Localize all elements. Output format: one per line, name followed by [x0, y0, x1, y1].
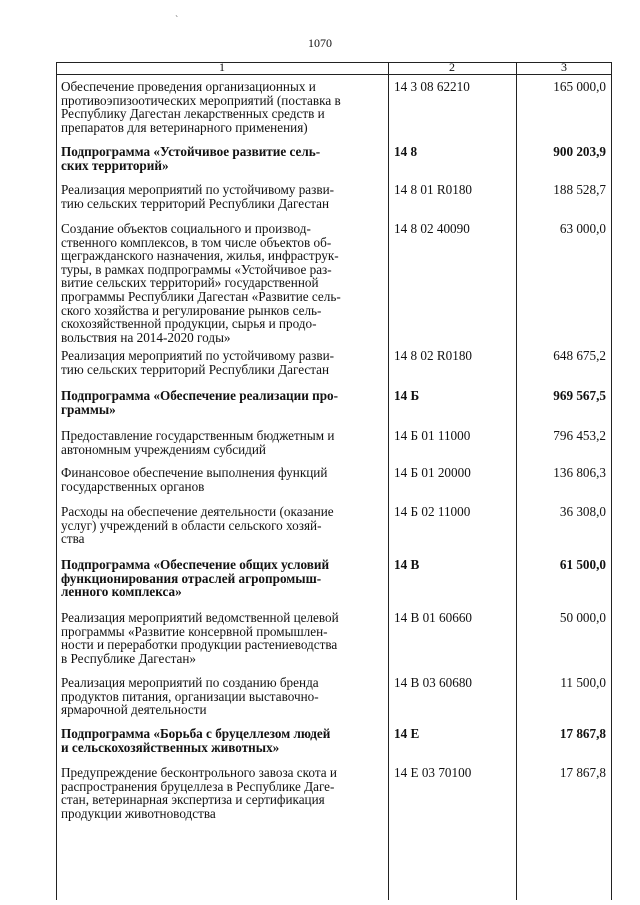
row-description: [61, 727, 387, 754]
description-line: витие сельских территорий» государственной: [61, 275, 319, 291]
row-code: 14 Б 01 20000: [394, 465, 471, 480]
table-border-left: [56, 62, 57, 900]
description-line: Реализация мероприятий по созданию бренда: [61, 675, 319, 690]
description-line: программы Республики Дагестан «Развитие сель-: [61, 288, 341, 304]
row-description: [61, 145, 387, 172]
row-code: 14 В 03 60680: [394, 675, 473, 690]
description-line: продуктов питания, организации выставочно-: [61, 688, 319, 704]
row-amount: 165 000,0: [553, 79, 606, 94]
row-code: 14 Б 01 11000: [394, 428, 471, 443]
row-amount: 136 806,3: [553, 465, 606, 480]
row-description: [61, 558, 387, 599]
row-amount: 61 500,0: [559, 557, 606, 572]
row-description: [61, 466, 387, 493]
description-line: распространения бруцеллеза в Республике Даге-: [61, 778, 335, 794]
description-line: Подпрограмма «Борьба с бруцеллезом людей: [61, 726, 331, 741]
row-code: 14 Б: [394, 388, 420, 403]
row-amount: 50 000,0: [559, 610, 606, 625]
description-line: ярмарочной деятельности: [61, 702, 207, 718]
row-amount: 188 528,7: [553, 182, 606, 197]
description-line: Финансовое обеспечение выполнения функций: [61, 465, 328, 480]
description-line: Реализация мероприятий ведомственной целевой: [61, 610, 339, 625]
description-line: ленного комплекса»: [61, 584, 182, 600]
row-description: [61, 766, 387, 820]
description-line: Расходы на обеспечение деятельности (оказание: [61, 504, 334, 519]
row-description: [61, 222, 387, 344]
description-line: Реализация мероприятий по устойчивому разви-: [61, 348, 335, 363]
table-border-right: [611, 62, 612, 900]
description-line: и сельскохозяйственных животных»: [61, 739, 280, 755]
description-line: ских территорий»: [61, 157, 169, 173]
stray-mark: `: [175, 15, 179, 26]
description-line: Предоставление государственным бюджетным и: [61, 428, 335, 443]
column-header-1: 1: [219, 60, 225, 74]
description-line: государственных органов: [61, 478, 205, 494]
row-description: [61, 389, 387, 416]
description-line: ского хозяйства и регулирование рынков сель-: [61, 302, 322, 318]
row-amount: 17 867,8: [559, 726, 606, 741]
description-line: туры, в рамках подпрограммы «Устойчивое раз-: [61, 261, 332, 277]
description-line: вольствия на 2014-2020 годы»: [61, 329, 231, 345]
row-description: [61, 429, 387, 456]
description-line: Создание объектов социального и производ-: [61, 221, 311, 236]
description-line: Подпрограмма «Обеспечение реализации про-: [61, 388, 339, 403]
description-line: программы «Развитие консервной промышлен-: [61, 623, 328, 639]
description-line: Подпрограмма «Обеспечение общих условий: [61, 557, 330, 572]
description-line: Обеспечение проведения организационных и: [61, 79, 316, 94]
description-line: Республику Дагестан лекарственных средств и: [61, 106, 325, 122]
description-line: щегражданского назначения, жилья, инфраструк-: [61, 248, 339, 264]
column-divider-1: [388, 62, 389, 900]
row-code: 14 Б 02 11000: [394, 504, 471, 519]
description-line: автономным учреждениям субсидий: [61, 441, 266, 457]
header-bottom-rule: [56, 74, 612, 75]
row-description: [61, 80, 387, 134]
row-amount: 11 500,0: [560, 675, 606, 690]
description-line: тию сельских территорий Республики Дагестан: [61, 361, 330, 377]
row-code: 14 8 02 R0180: [394, 348, 473, 363]
description-line: граммы»: [61, 401, 116, 417]
description-line: препаратов для ветеринарного применения): [61, 119, 308, 135]
row-amount: 63 000,0: [559, 221, 606, 236]
description-line: Реализация мероприятий по устойчивому разви-: [61, 182, 335, 197]
description-line: функционирования отраслей агропромыш-: [61, 570, 322, 586]
row-description: [61, 183, 387, 210]
row-amount: 900 203,9: [553, 144, 606, 159]
row-amount: 17 867,8: [559, 765, 606, 780]
page-number: 1070: [308, 36, 332, 50]
row-description: [61, 611, 387, 665]
row-description: [61, 349, 387, 376]
row-amount: 796 453,2: [553, 428, 606, 443]
row-code: 14 В 01 60660: [394, 610, 473, 625]
description-line: ства: [61, 531, 85, 547]
row-code: 14 8 01 R0180: [394, 182, 473, 197]
row-code: 14 3 08 62210: [394, 79, 470, 94]
description-line: Подпрограмма «Устойчивое развитие сель-: [61, 144, 321, 159]
row-code: 14 Е: [394, 726, 420, 741]
description-line: в Республике Дагестан»: [61, 650, 196, 666]
description-line: стан, ветеринарная экспертиза и сертификация: [61, 792, 325, 808]
row-description: [61, 676, 387, 717]
column-header-3: 3: [561, 60, 567, 74]
row-description: [61, 505, 387, 546]
row-amount: 36 308,0: [559, 504, 606, 519]
description-line: ности и переработки продукции растениеводства: [61, 637, 338, 653]
row-amount: 969 567,5: [553, 388, 606, 403]
description-line: противоэпизоотических мероприятий (поставка в: [61, 92, 341, 108]
row-code: 14 Е 03 70100: [394, 765, 472, 780]
description-line: ственного комплексов, в том числе объектов об-: [61, 234, 332, 250]
row-amount: 648 675,2: [553, 348, 606, 363]
description-line: скохозяйственной продукции, сырья и продо-: [61, 316, 317, 332]
row-code: 14 В: [394, 557, 420, 572]
description-line: тию сельских территорий Республики Дагестан: [61, 195, 330, 211]
description-line: Предупреждение бесконтрольного завоза скота и: [61, 765, 337, 780]
description-line: продукции животноводства: [61, 805, 216, 821]
row-code: 14 8 02 40090: [394, 221, 470, 236]
row-code: 14 8: [394, 144, 418, 159]
description-line: услуг) учреждений в области сельского хозяй-: [61, 517, 322, 533]
column-header-2: 2: [449, 60, 455, 74]
column-divider-2: [516, 62, 517, 900]
